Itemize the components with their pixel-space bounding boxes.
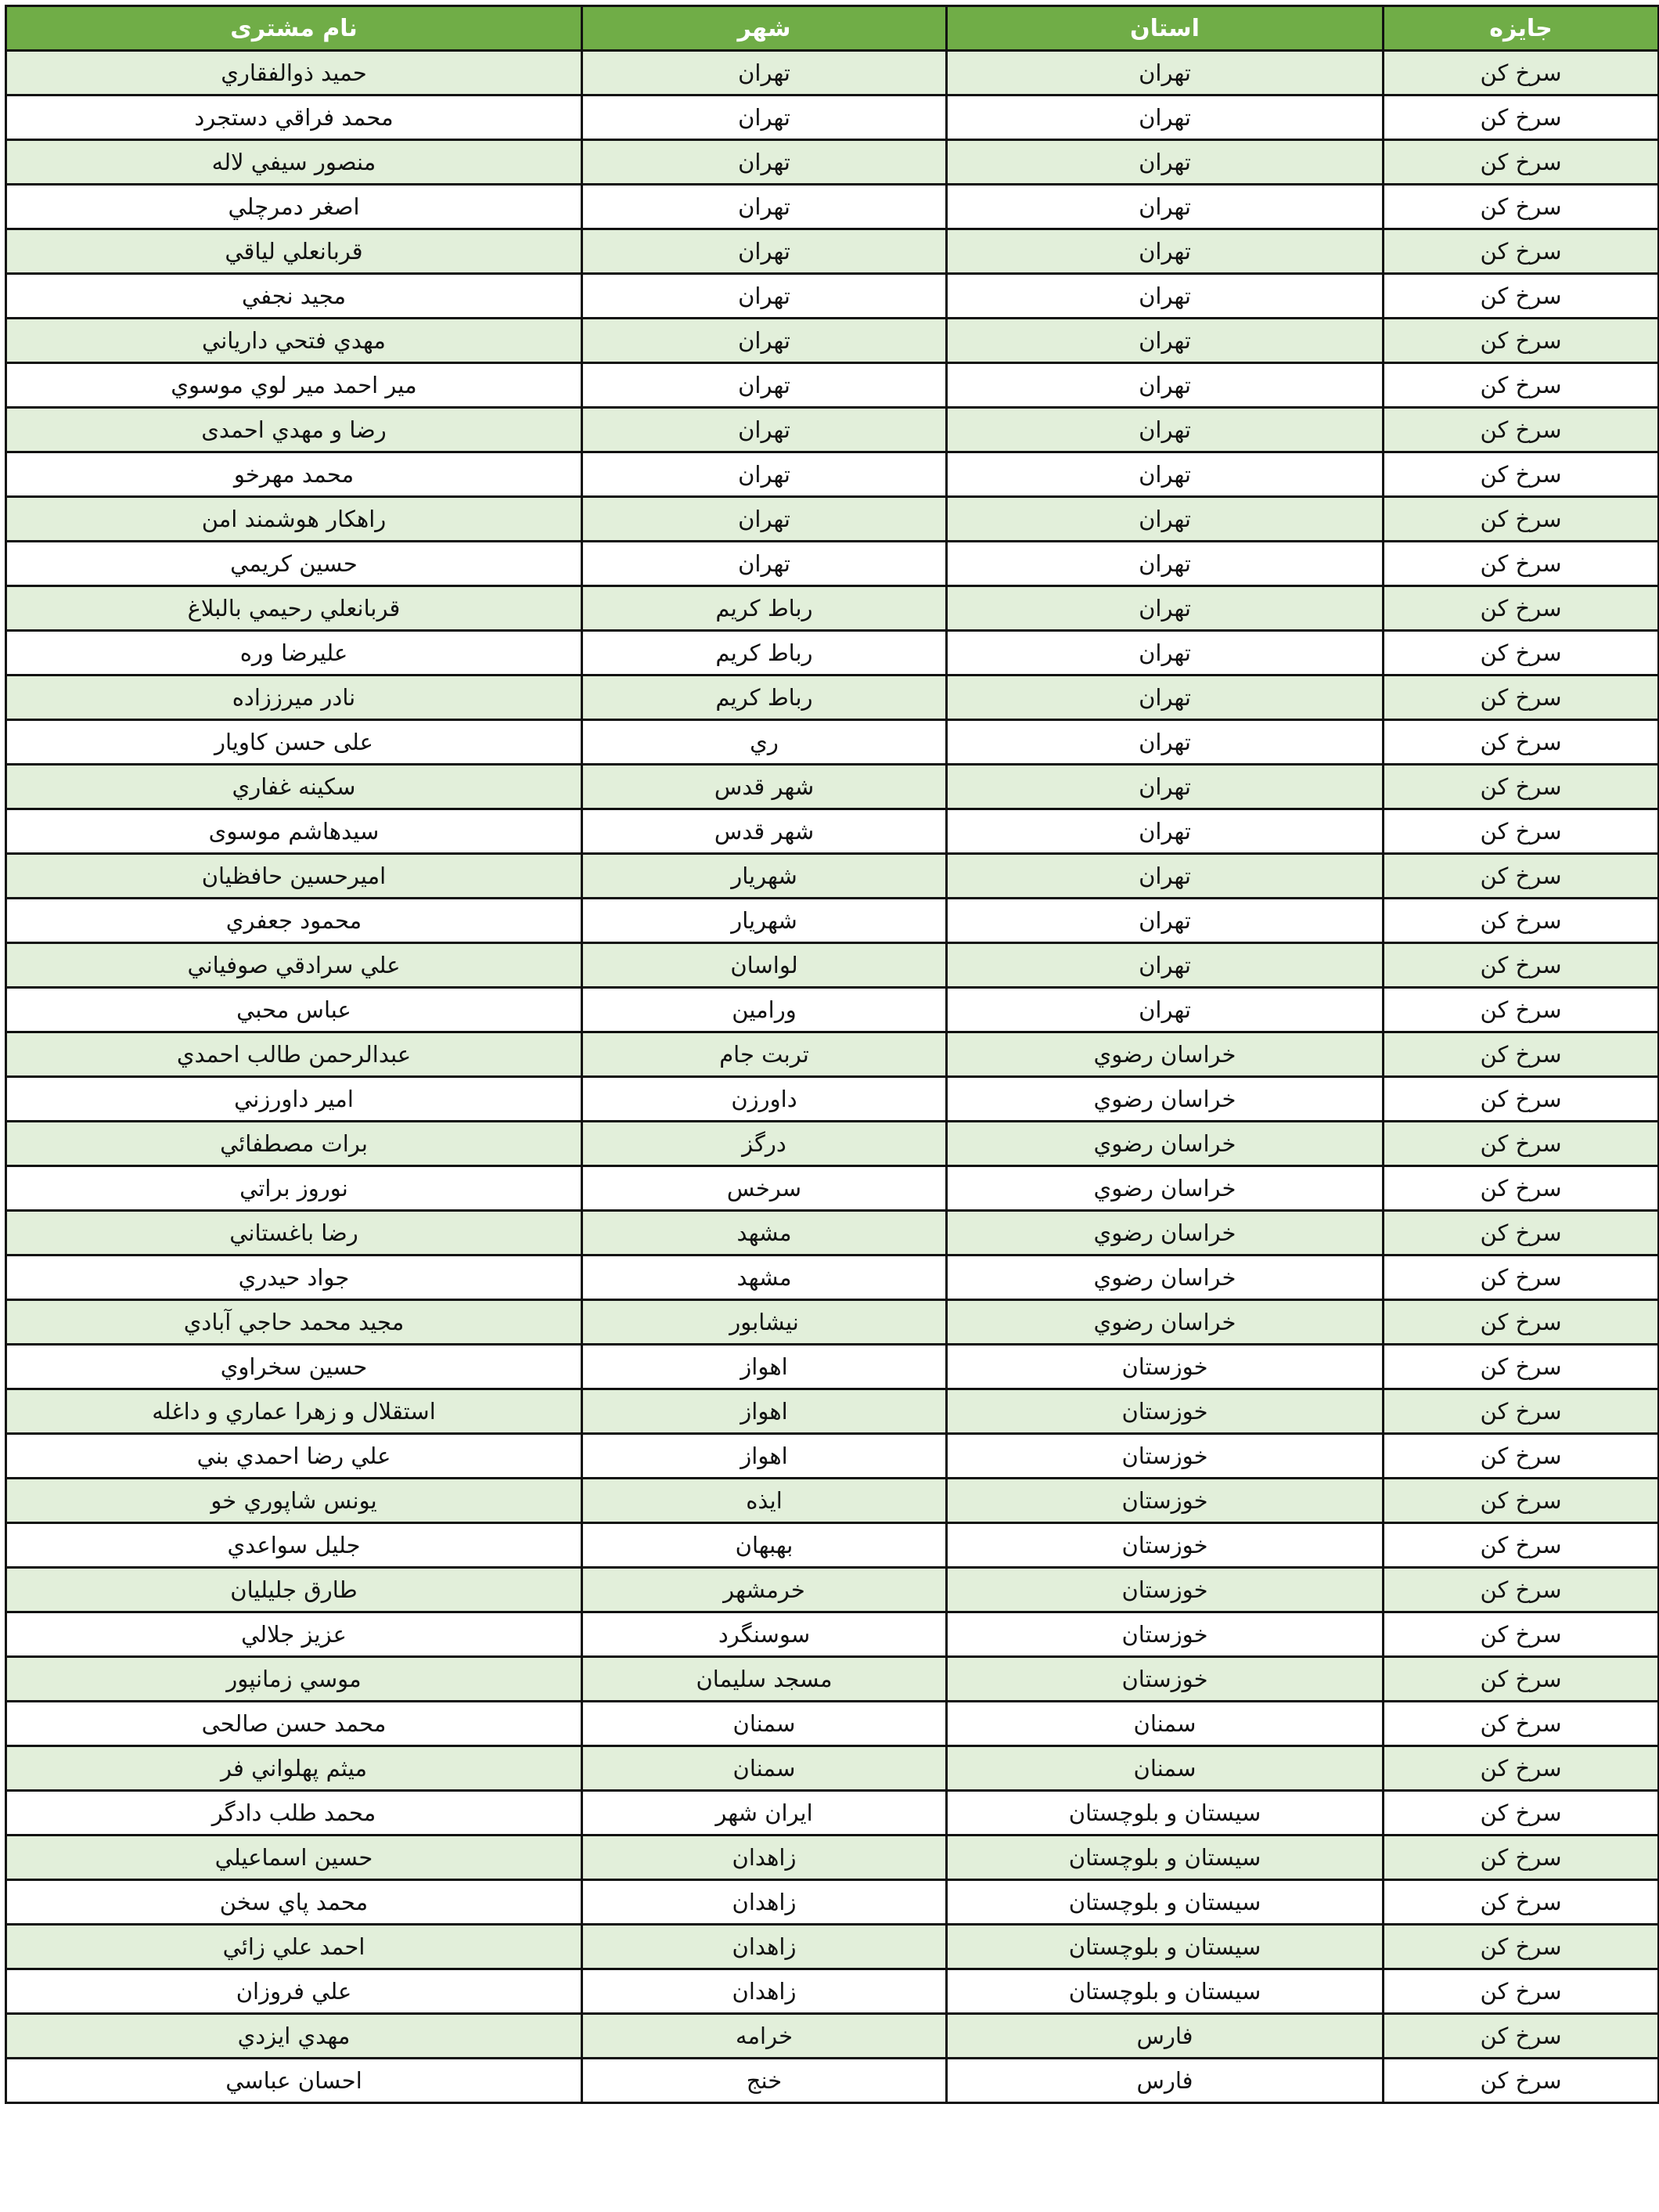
cell-customer-name: قربانعلي لياقي (6, 229, 582, 274)
cell-prize: سرخ کن (1384, 452, 1659, 497)
table-row (6, 1612, 1659, 1657)
cell-customer-name: مهدي ايزدي (6, 2014, 582, 2059)
cell-customer-name: محمد طلب دادگر (6, 1791, 582, 1836)
cell-customer-name: محمود جعفري (6, 899, 582, 943)
cell-prize: سرخ کن (1384, 899, 1659, 943)
cell-prize: سرخ کن (1384, 765, 1659, 809)
cell-customer-name: حسين سخراوي (6, 1345, 582, 1389)
cell-prize: سرخ کن (1384, 319, 1659, 363)
cell-city: اهواز (582, 1345, 947, 1389)
cell-prize: سرخ کن (1384, 185, 1659, 229)
cell-city: تهران (582, 229, 947, 274)
table-row (6, 1523, 1659, 1568)
cell-customer-name: محمد فراقي دستجرد (6, 95, 582, 140)
cell-province: خراسان رضوي (947, 1122, 1384, 1166)
cell-city: شهر قدس (582, 765, 947, 809)
cell-city: ورامين (582, 988, 947, 1032)
cell-prize: سرخ کن (1384, 1969, 1659, 2014)
cell-customer-name: نادر ميرززاده (6, 675, 582, 720)
cell-province: تهران (947, 497, 1384, 542)
cell-province: تهران (947, 274, 1384, 319)
cell-province: خوزستان (947, 1657, 1384, 1702)
cell-city: لواسان (582, 943, 947, 988)
cell-province: تهران (947, 229, 1384, 274)
cell-province: خوزستان (947, 1434, 1384, 1479)
cell-prize: سرخ کن (1384, 1256, 1659, 1300)
cell-province: تهران (947, 51, 1384, 95)
cell-city: تهران (582, 408, 947, 452)
table-row (6, 988, 1659, 1032)
cell-province: خوزستان (947, 1612, 1384, 1657)
cell-prize: سرخ کن (1384, 1568, 1659, 1612)
cell-city: زاهدان (582, 1880, 947, 1925)
cell-city: تهران (582, 95, 947, 140)
cell-prize: سرخ کن (1384, 95, 1659, 140)
cell-prize: سرخ کن (1384, 1389, 1659, 1434)
cell-prize: سرخ کن (1384, 675, 1659, 720)
cell-prize: سرخ کن (1384, 1077, 1659, 1122)
cell-city: ايران شهر (582, 1791, 947, 1836)
cell-province: تهران (947, 675, 1384, 720)
table-row (6, 408, 1659, 452)
cell-province: تهران (947, 95, 1384, 140)
cell-province: سيستان و بلوچستان (947, 1836, 1384, 1880)
table-row (6, 140, 1659, 185)
table-row (6, 1836, 1659, 1880)
cell-prize: سرخ کن (1384, 1612, 1659, 1657)
cell-city: خرمشهر (582, 1568, 947, 1612)
table-body (6, 51, 1659, 2103)
cell-prize: سرخ کن (1384, 140, 1659, 185)
cell-customer-name: جليل سواعدي (6, 1523, 582, 1568)
cell-province: سيستان و بلوچستان (947, 1969, 1384, 2014)
cell-province: خوزستان (947, 1479, 1384, 1523)
table-row (6, 1969, 1659, 2014)
cell-city: تهران (582, 452, 947, 497)
table-row (6, 720, 1659, 765)
cell-city: زاهدان (582, 1925, 947, 1969)
cell-province: تهران (947, 140, 1384, 185)
cell-prize: سرخ کن (1384, 586, 1659, 631)
cell-customer-name: اصغر دمرچلي (6, 185, 582, 229)
cell-province: سيستان و بلوچستان (947, 1791, 1384, 1836)
cell-customer-name: نوروز براتي (6, 1166, 582, 1211)
table-row (6, 586, 1659, 631)
cell-customer-name: رضا باغستاني (6, 1211, 582, 1256)
cell-city: درگز (582, 1122, 947, 1166)
cell-province: فارس (947, 2014, 1384, 2059)
table-row (6, 1880, 1659, 1925)
cell-prize: سرخ کن (1384, 542, 1659, 586)
cell-city: تهران (582, 51, 947, 95)
cell-prize: سرخ کن (1384, 408, 1659, 452)
cell-prize: سرخ کن (1384, 1925, 1659, 1969)
cell-province: تهران (947, 586, 1384, 631)
table-row (6, 1746, 1659, 1791)
cell-customer-name: مير احمد مير لوي موسوي (6, 363, 582, 408)
table-row (6, 1077, 1659, 1122)
cell-province: سمنان (947, 1702, 1384, 1746)
header-customer-name: نام مشتری (6, 6, 582, 51)
cell-province: فارس (947, 2059, 1384, 2103)
cell-customer-name: عبدالرحمن طالب احمدي (6, 1032, 582, 1077)
table-row (6, 274, 1659, 319)
cell-province: تهران (947, 720, 1384, 765)
cell-customer-name: عليرضا وره (6, 631, 582, 675)
cell-city: مشهد (582, 1256, 947, 1300)
cell-customer-name: امير داورزني (6, 1077, 582, 1122)
cell-city: تهران (582, 274, 947, 319)
cell-province: تهران (947, 319, 1384, 363)
table-row (6, 1300, 1659, 1345)
cell-prize: سرخ کن (1384, 1300, 1659, 1345)
table-row (6, 1568, 1659, 1612)
cell-prize: سرخ کن (1384, 2059, 1659, 2103)
table-row (6, 2059, 1659, 2103)
cell-prize: سرخ کن (1384, 497, 1659, 542)
cell-city: نيشابور (582, 1300, 947, 1345)
cell-province: تهران (947, 899, 1384, 943)
cell-customer-name: اميرحسين حافظيان (6, 854, 582, 899)
table-row (6, 1434, 1659, 1479)
cell-prize: سرخ کن (1384, 1791, 1659, 1836)
cell-city: تهران (582, 542, 947, 586)
table-row (6, 229, 1659, 274)
cell-city: زاهدان (582, 1969, 947, 2014)
cell-city: ايذه (582, 1479, 947, 1523)
cell-city: تهران (582, 497, 947, 542)
cell-province: تهران (947, 408, 1384, 452)
header-province: استان (947, 6, 1384, 51)
cell-city: تهران (582, 140, 947, 185)
cell-city: اهواز (582, 1434, 947, 1479)
cell-customer-name: سكينه غفاري (6, 765, 582, 809)
cell-customer-name: علي رضا احمدي بني (6, 1434, 582, 1479)
cell-prize: سرخ کن (1384, 1657, 1659, 1702)
cell-customer-name: برات مصطفائي (6, 1122, 582, 1166)
cell-province: خراسان رضوي (947, 1166, 1384, 1211)
table-row (6, 675, 1659, 720)
cell-city: مشهد (582, 1211, 947, 1256)
cell-prize: سرخ کن (1384, 809, 1659, 854)
cell-customer-name: علي فروزان (6, 1969, 582, 2014)
cell-prize: سرخ کن (1384, 1880, 1659, 1925)
cell-province: تهران (947, 185, 1384, 229)
cell-prize: سرخ کن (1384, 1345, 1659, 1389)
cell-province: تهران (947, 765, 1384, 809)
cell-customer-name: محمد پاي سخن (6, 1880, 582, 1925)
cell-city: تربت جام (582, 1032, 947, 1077)
cell-city: رباط كريم (582, 675, 947, 720)
cell-city: رباط كريم (582, 631, 947, 675)
table-row (6, 51, 1659, 95)
cell-province: خراسان رضوي (947, 1077, 1384, 1122)
cell-province: خراسان رضوي (947, 1211, 1384, 1256)
cell-customer-name: موسي زمانپور (6, 1657, 582, 1702)
table-row (6, 542, 1659, 586)
table-row (6, 943, 1659, 988)
cell-prize: سرخ کن (1384, 1836, 1659, 1880)
cell-customer-name: ميثم پهلواني فر (6, 1746, 582, 1791)
cell-city: اهواز (582, 1389, 947, 1434)
table-row (6, 95, 1659, 140)
cell-province: تهران (947, 452, 1384, 497)
cell-prize: سرخ کن (1384, 274, 1659, 319)
cell-customer-name: عباس محبي (6, 988, 582, 1032)
table-row (6, 765, 1659, 809)
cell-province: تهران (947, 542, 1384, 586)
cell-customer-name: راهكار هوشمند امن (6, 497, 582, 542)
cell-prize: سرخ کن (1384, 1032, 1659, 1077)
cell-province: سيستان و بلوچستان (947, 1880, 1384, 1925)
cell-customer-name: احسان عباسي (6, 2059, 582, 2103)
cell-customer-name: استقلال و زهرا عماري و داغله (6, 1389, 582, 1434)
cell-province: تهران (947, 631, 1384, 675)
cell-prize: سرخ کن (1384, 1746, 1659, 1791)
cell-customer-name: جواد حيدري (6, 1256, 582, 1300)
table-row (6, 1211, 1659, 1256)
cell-province: خراسان رضوي (947, 1256, 1384, 1300)
cell-province: خراسان رضوي (947, 1032, 1384, 1077)
cell-province: تهران (947, 854, 1384, 899)
cell-prize: سرخ کن (1384, 854, 1659, 899)
cell-prize: سرخ کن (1384, 1211, 1659, 1256)
cell-city: مسجد سليمان (582, 1657, 947, 1702)
cell-customer-name: سيدهاشم موسوی (6, 809, 582, 854)
table-row (6, 1122, 1659, 1166)
cell-city: تهران (582, 185, 947, 229)
cell-province: تهران (947, 943, 1384, 988)
cell-customer-name: حسين اسماعيلي (6, 1836, 582, 1880)
cell-customer-name: حميد ذوالفقاري (6, 51, 582, 95)
cell-city: زاهدان (582, 1836, 947, 1880)
table-row (6, 1925, 1659, 1969)
cell-prize: سرخ کن (1384, 1479, 1659, 1523)
cell-province: خوزستان (947, 1568, 1384, 1612)
cell-customer-name: قربانعلي رحيمي بالبلاغ (6, 586, 582, 631)
cell-prize: سرخ کن (1384, 943, 1659, 988)
cell-province: خوزستان (947, 1389, 1384, 1434)
header-prize: جایزه (1384, 6, 1659, 51)
cell-prize: سرخ کن (1384, 1166, 1659, 1211)
cell-province: خوزستان (947, 1345, 1384, 1389)
table-row (6, 1032, 1659, 1077)
table-row (6, 1166, 1659, 1211)
cell-city: سرخس (582, 1166, 947, 1211)
cell-province: تهران (947, 809, 1384, 854)
table-row (6, 185, 1659, 229)
cell-prize: سرخ کن (1384, 363, 1659, 408)
cell-customer-name: عزيز جلالي (6, 1612, 582, 1657)
cell-customer-name: حسين كريمي (6, 542, 582, 586)
table-row (6, 1791, 1659, 1836)
cell-province: تهران (947, 363, 1384, 408)
cell-city: شهر قدس (582, 809, 947, 854)
cell-customer-name: مجيد نجفي (6, 274, 582, 319)
cell-city: رباط كريم (582, 586, 947, 631)
cell-city: تهران (582, 319, 947, 363)
cell-prize: سرخ کن (1384, 51, 1659, 95)
cell-city: خنج (582, 2059, 947, 2103)
cell-customer-name: منصور سيفي لاله (6, 140, 582, 185)
cell-prize: سرخ کن (1384, 720, 1659, 765)
cell-prize: سرخ کن (1384, 229, 1659, 274)
header-city: شهر (582, 6, 947, 51)
cell-city: سمنان (582, 1746, 947, 1791)
cell-city: داورزن (582, 1077, 947, 1122)
table-row (6, 1389, 1659, 1434)
winners-table (5, 5, 1659, 2104)
cell-province: تهران (947, 988, 1384, 1032)
cell-customer-name: على حسن كاويار (6, 720, 582, 765)
cell-prize: سرخ کن (1384, 988, 1659, 1032)
cell-city: سمنان (582, 1702, 947, 1746)
table-row (6, 363, 1659, 408)
cell-prize: سرخ کن (1384, 1434, 1659, 1479)
cell-city: بهبهان (582, 1523, 947, 1568)
table-row (6, 452, 1659, 497)
cell-prize: سرخ کن (1384, 1702, 1659, 1746)
cell-customer-name: رضا و مهدي احمدی (6, 408, 582, 452)
cell-province: سمنان (947, 1746, 1384, 1791)
table-row (6, 319, 1659, 363)
header-row (6, 6, 1659, 51)
cell-customer-name: مجيد محمد حاجي آبادي (6, 1300, 582, 1345)
cell-customer-name: محمد مهرخو (6, 452, 582, 497)
cell-province: خوزستان (947, 1523, 1384, 1568)
cell-city: سوسنگرد (582, 1612, 947, 1657)
cell-customer-name: مهدي فتحي دارياني (6, 319, 582, 363)
cell-customer-name: احمد علي زائي (6, 1925, 582, 1969)
cell-customer-name: علي سرادقي صوفياني (6, 943, 582, 988)
cell-city: شهريار (582, 854, 947, 899)
table-row (6, 1657, 1659, 1702)
cell-prize: سرخ کن (1384, 2014, 1659, 2059)
cell-customer-name: طارق جليليان (6, 1568, 582, 1612)
table-row (6, 497, 1659, 542)
cell-province: خراسان رضوي (947, 1300, 1384, 1345)
table-row (6, 1256, 1659, 1300)
table-row (6, 854, 1659, 899)
cell-prize: سرخ کن (1384, 1122, 1659, 1166)
table-row (6, 1702, 1659, 1746)
cell-prize: سرخ کن (1384, 1523, 1659, 1568)
cell-prize: سرخ کن (1384, 631, 1659, 675)
cell-customer-name: محمد حسن صالحی (6, 1702, 582, 1746)
cell-customer-name: يونس شاپوري خو (6, 1479, 582, 1523)
table-container (5, 5, 1657, 2104)
table-row (6, 899, 1659, 943)
table-row (6, 809, 1659, 854)
table-row (6, 1345, 1659, 1389)
cell-province: سيستان و بلوچستان (947, 1925, 1384, 1969)
cell-city: خرامه (582, 2014, 947, 2059)
cell-city: شهريار (582, 899, 947, 943)
table-row (6, 2014, 1659, 2059)
table-row (6, 1479, 1659, 1523)
cell-city: ري (582, 720, 947, 765)
cell-city: تهران (582, 363, 947, 408)
table-row (6, 631, 1659, 675)
